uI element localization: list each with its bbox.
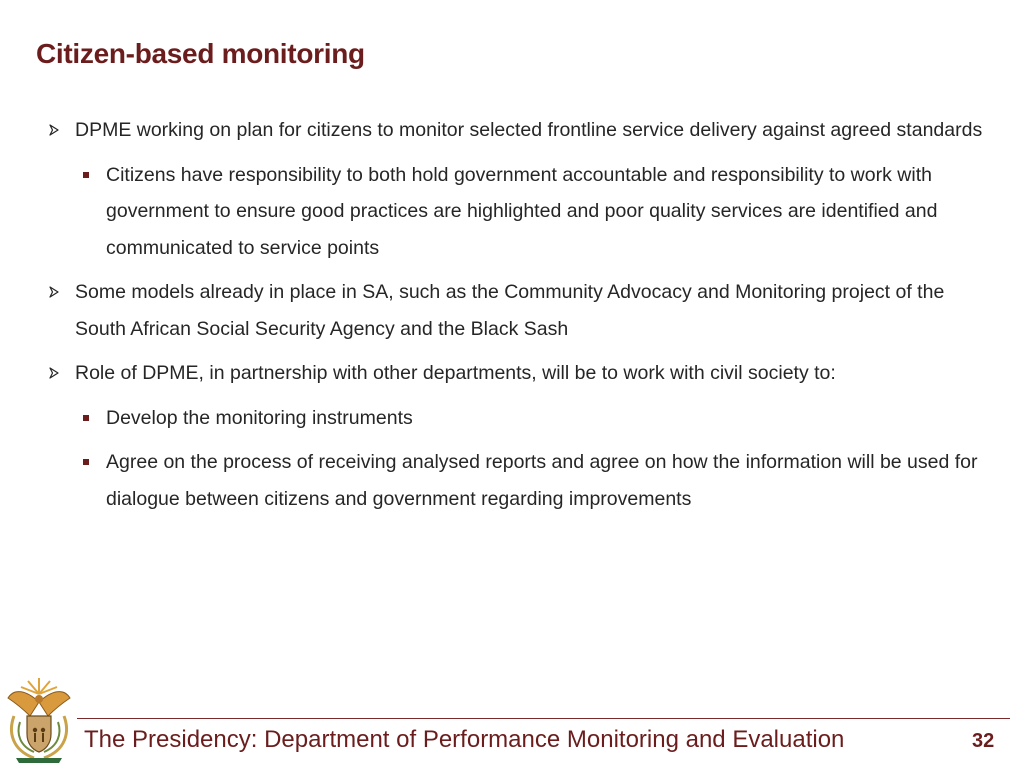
- bullet-item: [44, 112, 994, 149]
- sub-bullet-text: Develop the monitoring instruments: [106, 406, 413, 429]
- square-bullet-icon: [83, 459, 89, 465]
- bullet-list: [44, 112, 994, 525]
- sub-bullet-text: Citizens have responsibility to both hold government accountable and responsibility to work with government to ensure good practices are highlighted and poor quality services are identified and communicated to service points: [106, 163, 938, 259]
- page-number: 32: [972, 730, 995, 752]
- coat-of-arms-icon: [4, 672, 74, 764]
- sub-bullet-item: [44, 157, 994, 267]
- arrowhead-bullet-icon: [48, 367, 60, 379]
- square-bullet-icon: [83, 172, 89, 178]
- sub-bullet-item: [44, 444, 994, 517]
- bullet-item: [44, 355, 994, 392]
- sub-bullet-text: Agree on the process of receiving analysed reports and agree on how the information will be used for dialogue between citizens and government regarding improvements: [106, 451, 978, 510]
- bullet-text: Role of DPME, in partnership with other departments, will be to work with civil society to:: [75, 362, 836, 384]
- footer-organization: The Presidency: Department of Performance Monitoring and Evaluation: [84, 726, 845, 753]
- footer-divider: [77, 718, 1010, 719]
- arrowhead-bullet-icon: [48, 286, 60, 298]
- sub-bullet-item: [44, 400, 994, 437]
- bullet-text: DPME working on plan for citizens to monitor selected frontline service delivery against agreed standards: [75, 119, 983, 141]
- bullet-text: Some models already in place in SA, such as the Community Advocacy and Monitoring project of the South African Social Security Agency and the Black Sash: [75, 281, 945, 340]
- slide-title: Citizen-based monitoring: [36, 38, 365, 69]
- square-bullet-icon: [83, 415, 89, 421]
- arrowhead-bullet-icon: [48, 124, 60, 136]
- bullet-item: [44, 274, 994, 347]
